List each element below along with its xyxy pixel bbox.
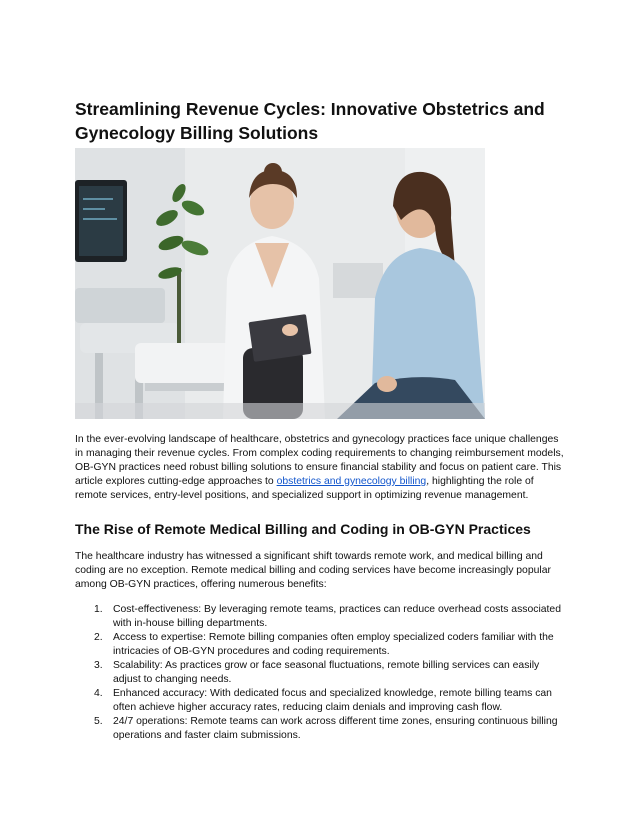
list-item-text: Cost-effectiveness: By leveraging remote teams, practices can reduce overhead costs associated with in-house billing departments. <box>113 604 561 629</box>
section-intro-paragraph: The healthcare industry has witnessed a significant shift towards remote work, and medical billing and coding are no exception. Remote medical billing and coding services have become increasingly popular among OB-GYN practices, offering numerous benefits: <box>75 551 551 590</box>
list-item-number: 5. <box>94 716 103 727</box>
intro-paragraph <box>75 433 565 503</box>
list-item <box>75 715 565 743</box>
benefits-list <box>75 603 565 743</box>
list-item-number: 3. <box>94 660 103 671</box>
list-item-number: 4. <box>94 688 103 699</box>
list-item-text: Enhanced accuracy: With dedicated focus and specialized knowledge, remote billing teams can often achieve higher accuracy rates, reducing claim denials and improving cash flow. <box>113 688 552 713</box>
list-item <box>75 659 565 687</box>
list-item <box>75 603 565 631</box>
section-heading: The Rise of Remote Medical Billing and Coding in OB-GYN Practices <box>75 521 531 537</box>
list-item-number: 2. <box>94 632 103 643</box>
obgyn-billing-link[interactable]: obstetrics and gynecology billing <box>276 476 427 487</box>
list-item <box>75 631 565 659</box>
hero-photo <box>75 148 485 419</box>
list-item-text: Scalability: As practices grow or face seasonal fluctuations, remote billing services can easily adjust to changing needs. <box>113 660 540 685</box>
list-item <box>75 687 565 715</box>
article-title: Streamlining Revenue Cycles: Innovative Obstetrics and Gynecology Billing Solutions <box>75 99 545 143</box>
intro-text-start: In the ever-evolving landscape of healthcare, obstetrics and gynecology practices face unique challenges in managing their revenue cycles. From complex coding requirements to changing reimbursement models, OB-GYN practices need robust billing solutions to ensure financial stability and focus on patient care. This article explores cutting-edge approaches to <box>75 434 564 487</box>
list-item-number: 1. <box>94 604 103 615</box>
intro-text-end: , highlighting the role of remote services, entry-level positions, and specialized support in optimizing revenue management. <box>75 476 534 501</box>
list-item-text: 24/7 operations: Remote teams can work across different time zones, ensuring continuous billing operations and faster claim submissions. <box>113 716 558 741</box>
doctor-patient-illustration <box>75 148 485 419</box>
list-item-text: Access to expertise: Remote billing companies often employ specialized coders familiar with the intricacies of OB-GYN procedures and coding requirements. <box>113 632 554 657</box>
